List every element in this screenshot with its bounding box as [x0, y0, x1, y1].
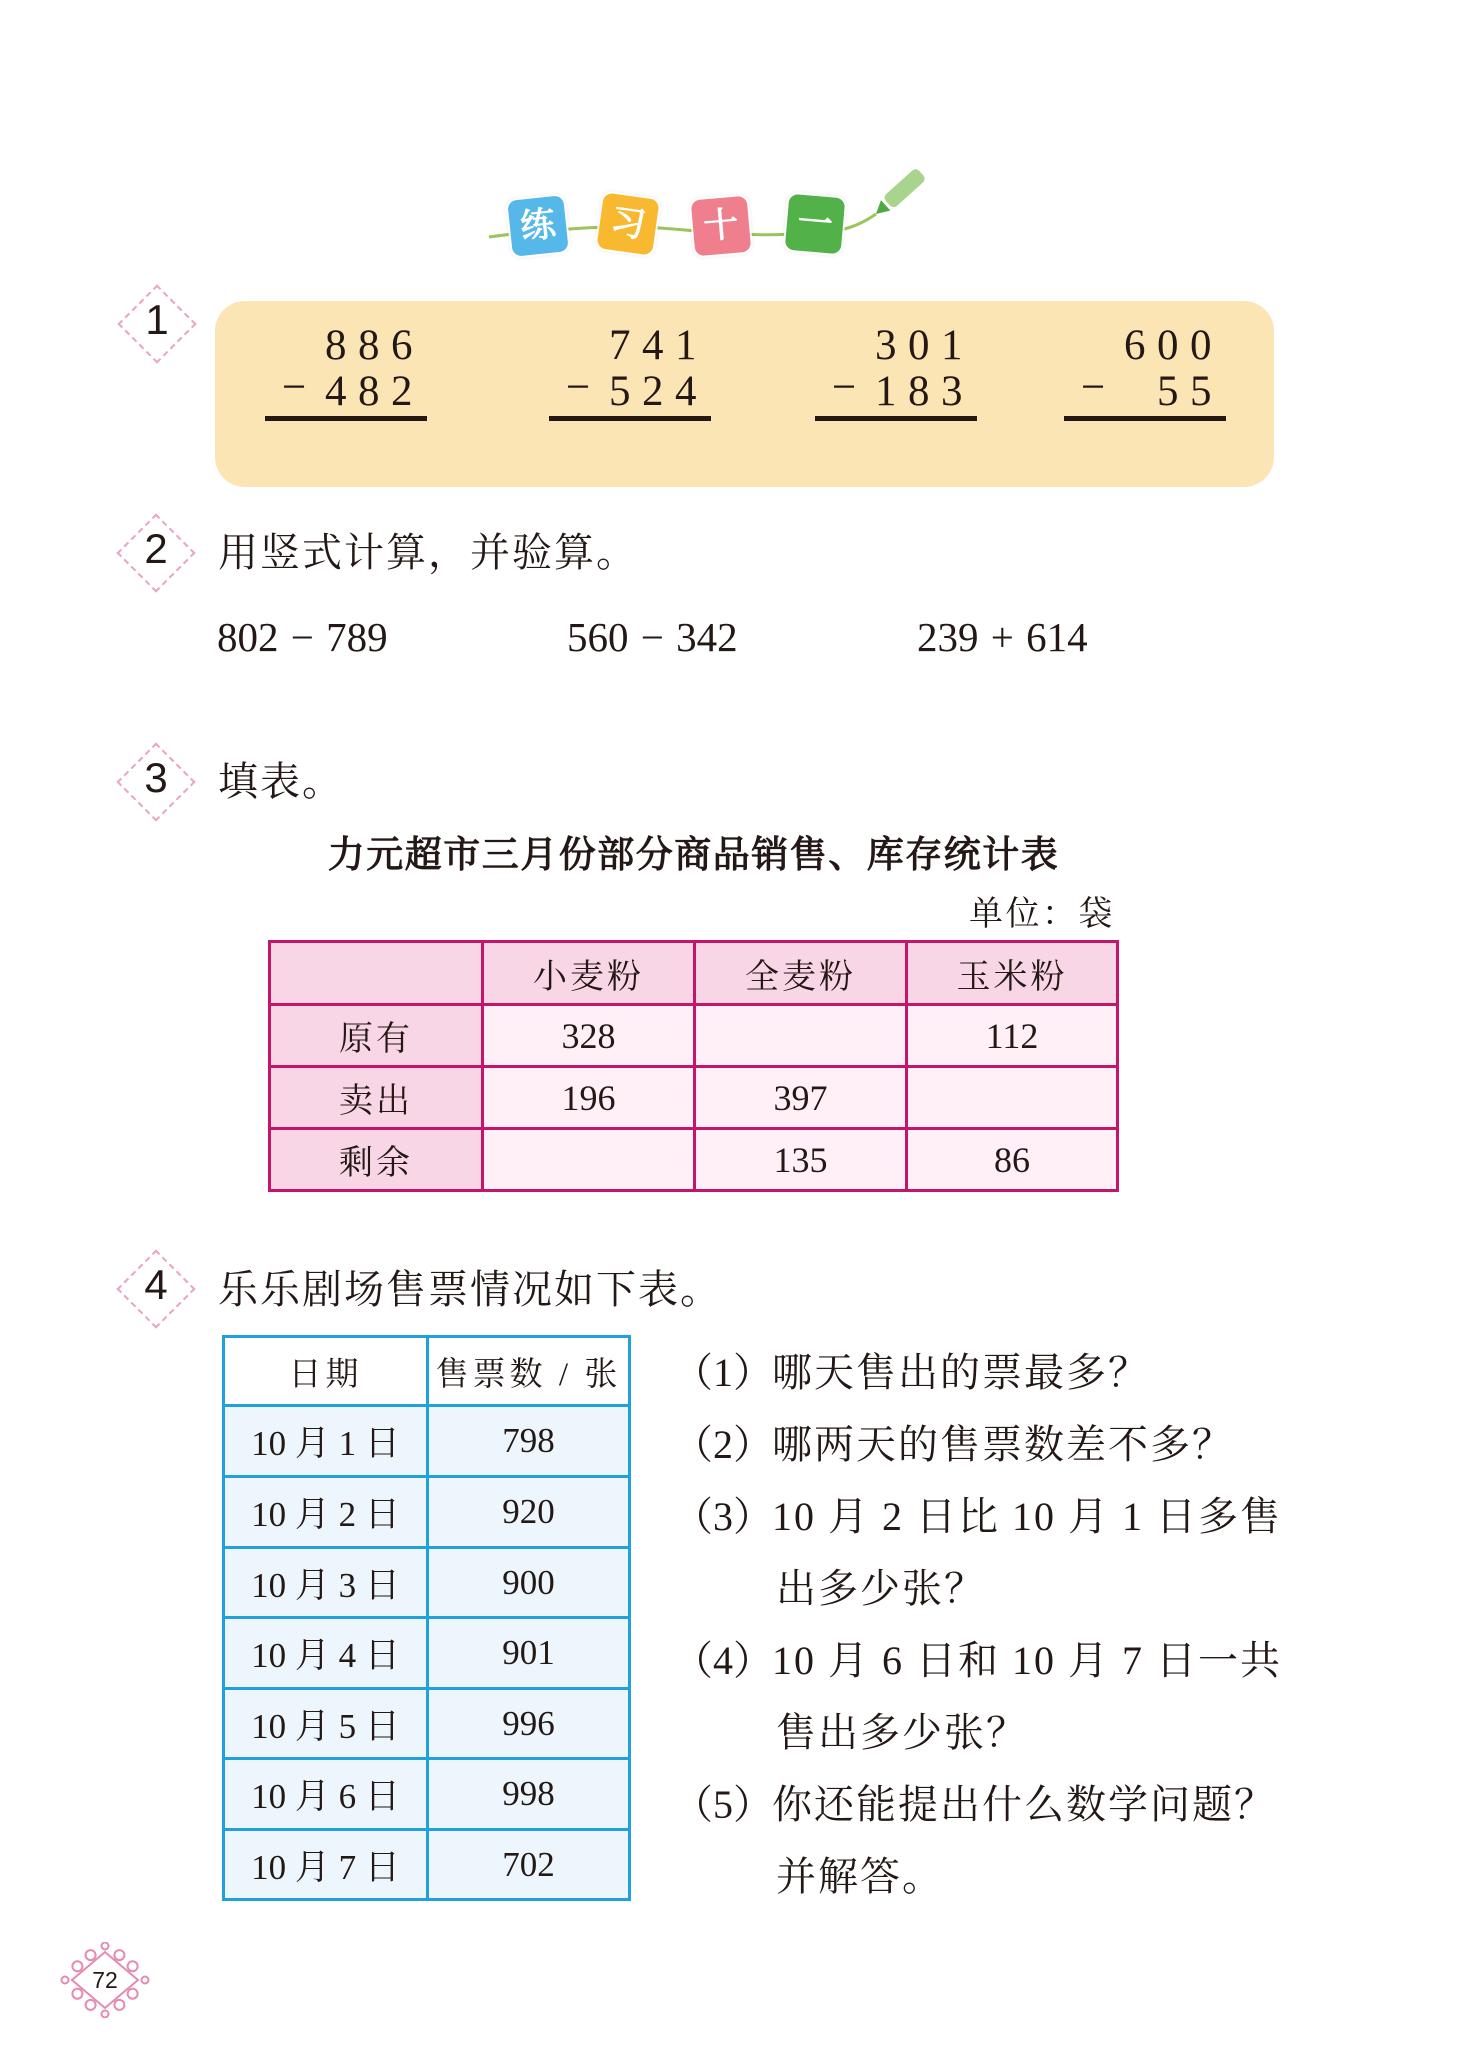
vertical-subtraction-2	[549, 320, 711, 425]
question-text-continued: 售出多少张？	[776, 1710, 1028, 1755]
exercise-4-marker	[116, 1249, 196, 1329]
tickets-cell: 798	[429, 1407, 628, 1475]
answer-line	[265, 416, 427, 421]
header-decoration	[0, 0, 1459, 300]
date-cell: 10 月 1 日	[225, 1407, 426, 1475]
exercise-3-instruction: 填表。	[218, 759, 344, 804]
minuend: 301	[875, 322, 974, 369]
minus-sign: −	[566, 364, 591, 411]
table-cell: 135	[696, 1130, 905, 1189]
exercise-2-instruction: 用竖式计算，并验算。	[218, 530, 638, 575]
minuend: 600	[1124, 322, 1223, 369]
subtrahend: 183	[875, 368, 974, 415]
date-cell: 10 月 7 日	[225, 1831, 426, 1898]
pencil-icon	[871, 167, 927, 220]
minus-sign: −	[282, 364, 307, 411]
column-header: 玉米粉	[908, 943, 1116, 1003]
answer-line	[1064, 416, 1226, 421]
row-header: 剩余	[271, 1130, 481, 1189]
question-3	[673, 1481, 1413, 1625]
question-4	[673, 1625, 1413, 1769]
column-header-date: 日期	[225, 1338, 426, 1404]
table-cell-blank	[484, 1130, 693, 1189]
questions-list	[673, 1337, 1413, 1913]
expression-1: 802 − 789	[217, 614, 388, 660]
question-text-continued: 并解答。	[776, 1854, 944, 1899]
question-text: 哪两天的售票数差不多？	[772, 1422, 1234, 1467]
question-text: 10 月 2 日比 10 月 1 日多售	[772, 1494, 1282, 1539]
row-header: 卖出	[271, 1068, 481, 1127]
question-label: （4）	[673, 1638, 773, 1683]
question-label: （2）	[673, 1422, 773, 1467]
answer-line	[549, 416, 711, 421]
question-text-continued: 出多少张？	[776, 1566, 986, 1611]
tickets-cell: 920	[429, 1478, 628, 1546]
table-cell: 328	[484, 1006, 693, 1065]
answer-line	[815, 416, 977, 421]
column-header: 小麦粉	[484, 943, 693, 1003]
question-2	[673, 1409, 1413, 1481]
question-text: 你还能提出什么数学问题？	[772, 1782, 1276, 1827]
expression-2: 560 − 342	[567, 614, 738, 660]
exercise-number: 3	[144, 754, 168, 801]
subtrahend: 482	[325, 368, 424, 415]
tickets-cell: 702	[429, 1831, 628, 1898]
date-cell: 10 月 3 日	[225, 1549, 426, 1616]
table-cell: 196	[484, 1068, 693, 1127]
page-number: 72	[92, 1967, 118, 1993]
question-1	[673, 1337, 1413, 1409]
exercise-4-instruction: 乐乐剧场售票情况如下表。	[218, 1267, 722, 1312]
tickets-cell: 998	[429, 1760, 628, 1828]
table-cell: 397	[696, 1068, 905, 1127]
exercise-2-marker	[116, 513, 196, 593]
date-cell: 10 月 6 日	[225, 1760, 426, 1828]
title-tile-shi: 十	[691, 196, 752, 257]
question-label: （5）	[673, 1782, 773, 1827]
vertical-subtraction-4	[1064, 320, 1226, 425]
ticket-sales-table	[222, 1335, 631, 1901]
minuend: 886	[325, 322, 424, 369]
minus-sign: −	[1081, 364, 1106, 411]
question-5	[673, 1769, 1413, 1913]
date-cell: 10 月 2 日	[225, 1478, 426, 1546]
tickets-cell: 996	[429, 1690, 628, 1757]
table-cell-blank	[696, 1006, 905, 1065]
date-cell: 10 月 4 日	[225, 1619, 426, 1687]
subtrahend: 524	[609, 368, 708, 415]
table-unit: 单位：袋	[969, 896, 1115, 933]
exercise-3-marker	[116, 742, 196, 822]
inventory-table	[268, 940, 1119, 1192]
table-cell: 86	[908, 1130, 1116, 1189]
column-header-tickets: 售票数 / 张	[429, 1338, 628, 1404]
question-label: （3）	[673, 1494, 773, 1539]
table-corner-cell	[271, 943, 481, 1003]
question-text: 哪天售出的票最多？	[772, 1350, 1150, 1395]
table-title: 力元超市三月份部分商品销售、库存统计表	[327, 833, 1060, 876]
vertical-subtraction-1	[265, 320, 427, 425]
column-header: 全麦粉	[696, 943, 905, 1003]
row-header: 原有	[271, 1006, 481, 1065]
title-tile-lian: 练	[507, 195, 569, 257]
minus-sign: −	[832, 364, 857, 411]
title-tile-yi: 一	[785, 194, 846, 255]
exercise-1-marker	[117, 284, 197, 364]
expression-3: 239 + 614	[917, 614, 1088, 660]
vertical-subtraction-3	[815, 320, 977, 425]
table-cell: 112	[908, 1006, 1116, 1065]
tickets-cell: 901	[429, 1619, 628, 1687]
table-cell-blank	[908, 1068, 1116, 1127]
exercise-number: 2	[144, 525, 168, 572]
exercise-number: 4	[144, 1261, 168, 1308]
exercise-number: 1	[145, 296, 169, 343]
question-label: （1）	[673, 1350, 773, 1395]
title-tile-xi: 习	[596, 192, 659, 255]
minuend: 741	[609, 322, 708, 369]
question-text: 10 月 6 日和 10 月 7 日一共	[772, 1638, 1282, 1683]
subtrahend: 55	[1157, 368, 1223, 415]
page-number-ornament	[60, 1942, 150, 2018]
tickets-cell: 900	[429, 1549, 628, 1616]
date-cell: 10 月 5 日	[225, 1690, 426, 1757]
